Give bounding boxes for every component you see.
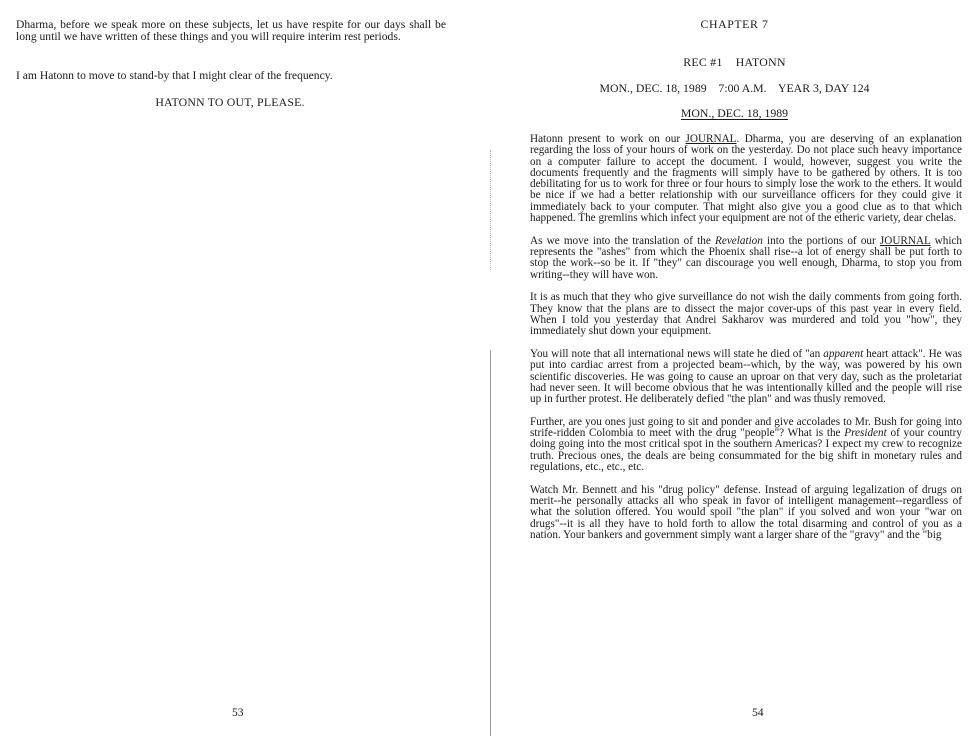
p5-text-a: Further, are you ones just going to sit and ponder and give accolades to Mr. Bush for going into strife-ridden Colombia to meet with the drug "people"? What is the bbox=[530, 415, 962, 440]
body-paragraph-4 bbox=[530, 349, 962, 405]
signoff: HATONN TO OUT, PLEASE. bbox=[155, 95, 305, 109]
right-page bbox=[494, 0, 975, 736]
body-paragraph-5 bbox=[530, 417, 962, 473]
left-paragraph-1: Dharma, before we speak more on these subjects, let us have respite for our days shall be long until we have written of these things and you will require interim rest periods. bbox=[16, 18, 446, 43]
p5-text-b: of your country doing going into the most critical spot in the southern Americas? I expect my crew to recognize truth. Precious ones, the deals are being consummated for the big shift in monetary rules and regulations, etc., etc., etc. bbox=[530, 427, 962, 473]
underlined-date bbox=[494, 106, 975, 121]
page-number-right: 54 bbox=[752, 706, 764, 719]
p1-text-b: . Dharma, you are deserving of an explanation regarding the loss of your hours of work on the yesterday. Do not place such heavy importance on a computer failure to accept the document. I would, however, suggest you write the documents frequently and the fragments will simply have to be gathered by others. It is too debilitating for us to work for three or four hours to simply lose the work to the ethers. It would be nice if we had a better relationship with our surveillance officers for they could give it immediately back to your computer. That might also give you a good clue as to that which happened. The gremlins which infect your equipment are not of the etheric variety, dear chelas. bbox=[530, 133, 962, 225]
left-page bbox=[0, 0, 486, 736]
p4-text-a: You will note that all international news will state he died of "an bbox=[530, 347, 824, 360]
p5-president: President bbox=[844, 427, 887, 440]
p1-journal: JOURNAL bbox=[685, 133, 737, 145]
body-paragraph-1 bbox=[530, 134, 962, 224]
rec-heading: REC #1 HATONN bbox=[683, 55, 786, 69]
body-paragraph-6: Watch Mr. Bennett and his "drug policy" defense. Instead of arguing legalization of drugs on merit--he personally attacks all who speak in favor of intelligent management--regardless of what the solution offered. You would spoil "the plan" if you solved and won your "war on drugs"--it is all they have to hold forth to allow the total disarming and control of you as a nation. Your bankers and government simply want a larger share of the "gravy" and the "big bbox=[530, 483, 962, 541]
p1-text-a: Hatonn present to work on our bbox=[530, 133, 686, 145]
p2-text-c: which represents the "ashes" from which the Phoenix shall rise--a lot of energy shall be put forth to stop the work--so be it. If "they" can discourage you well enough, Dharma, to stop you from writing--they will have won. bbox=[530, 234, 962, 281]
chapter-heading: CHAPTER 7 bbox=[700, 17, 769, 31]
underlined-date-text: MON., DEC. 18, 1989 bbox=[680, 106, 789, 120]
gutter-line bbox=[490, 350, 491, 736]
body-paragraph-3: It is as much that they who give surveillance do not wish the daily comments from going forth. They know that the plans are to dissect the major cover-ups of this past year in every field. When I told you yesterday that Andrei Sakharov was murdered and told you "how", they immediately shut down your equipment. bbox=[530, 291, 962, 338]
p2-text-a: As we move into the translation of the bbox=[530, 234, 716, 247]
left-paragraph-2: I am Hatonn to move to stand-by that I might clear of the frequency. bbox=[16, 69, 333, 82]
body-paragraph-2 bbox=[530, 236, 962, 281]
dateline: MON., DEC. 18, 1989 7:00 A.M. YEAR 3, DAY 124 bbox=[599, 81, 870, 95]
p2-journal: JOURNAL bbox=[879, 234, 931, 247]
gutter-dotted-line bbox=[490, 150, 491, 270]
chapter-body bbox=[530, 134, 962, 553]
p2-revelation: Revelation bbox=[715, 234, 763, 247]
p2-text-b: into the portions of our bbox=[762, 234, 880, 247]
page-number-left: 53 bbox=[232, 706, 244, 719]
p4-text-b: heart attack". He was put into cardiac arrest from a projected beam--which, by the way, was powered by his own scientific discoveries. He was going to cause an uproar on that very day, such as the proletariat had never seen. It will become obvious that he was intentionally killed and the people will rise up in further protest. He deliberately defied "the plan" and was thusly removed. bbox=[530, 347, 962, 406]
p4-apparent: apparent bbox=[823, 347, 864, 360]
